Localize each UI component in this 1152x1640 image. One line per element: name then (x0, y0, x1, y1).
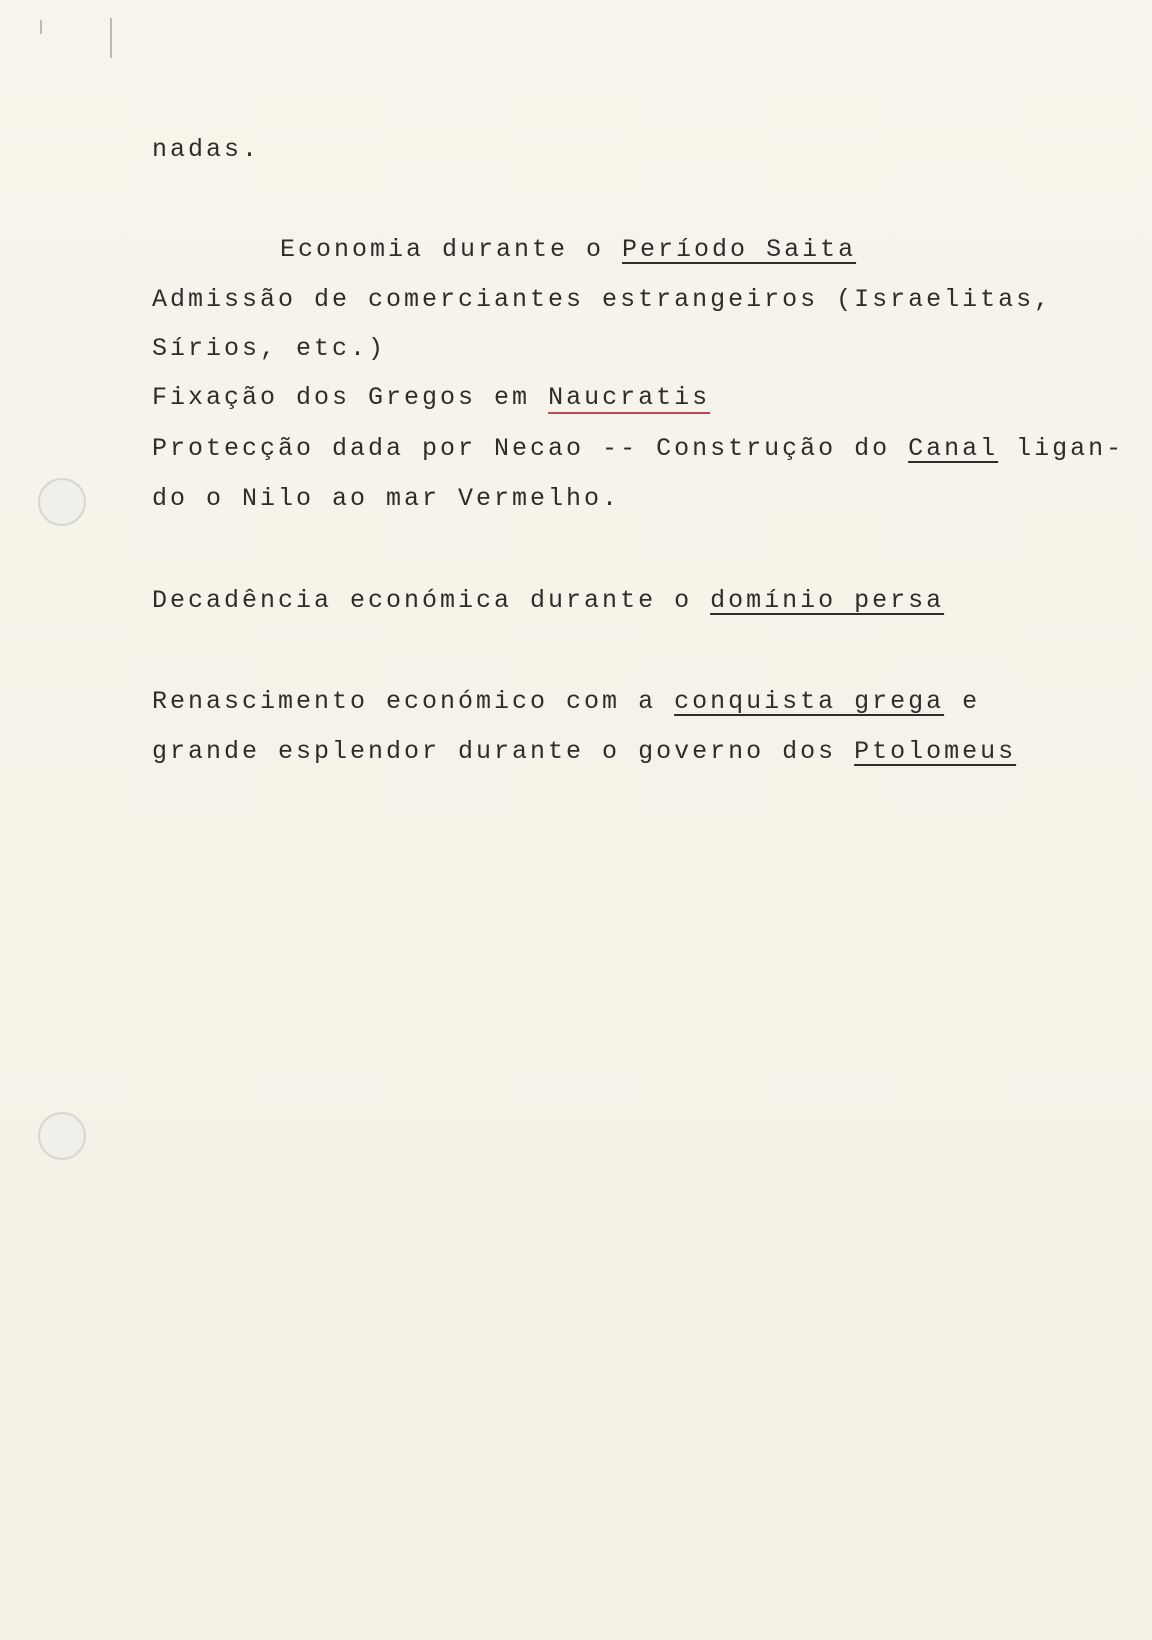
edge-mark (40, 20, 42, 34)
heading-renascimento: Renascimento económico com a conquista grega e (152, 687, 981, 716)
text-line: Sírios, etc.) (152, 334, 387, 363)
heading-saita: Economia durante o Período Saita (280, 235, 857, 264)
text-line: Admissão de comerciantes estrangeiros (Israelitas, (152, 285, 1053, 314)
underlined-term: domínio persa (710, 586, 945, 615)
text-line: nadas. (152, 135, 261, 164)
edge-mark (110, 18, 112, 58)
underlined-term: Canal (908, 434, 999, 463)
text-line: Protecção dada por Necao -- Construção do Canal ligan- (152, 434, 1125, 463)
underlined-term: Período Saita (622, 235, 857, 264)
heading-decadencia: Decadência económica durante o domínio persa (152, 586, 945, 615)
text-line: grande esplendor durante o governo dos Ptolomeus (152, 737, 1017, 766)
punch-hole (38, 1112, 86, 1160)
punch-hole (38, 478, 86, 526)
underlined-term-red: Naucratis (548, 383, 711, 412)
underlined-term: conquista grega (674, 687, 945, 716)
underlined-term: Ptolomeus (854, 737, 1017, 766)
text-line: Fixação dos Gregos em Naucratis (152, 383, 711, 412)
text-line: do o Nilo ao mar Vermelho. (152, 484, 621, 513)
